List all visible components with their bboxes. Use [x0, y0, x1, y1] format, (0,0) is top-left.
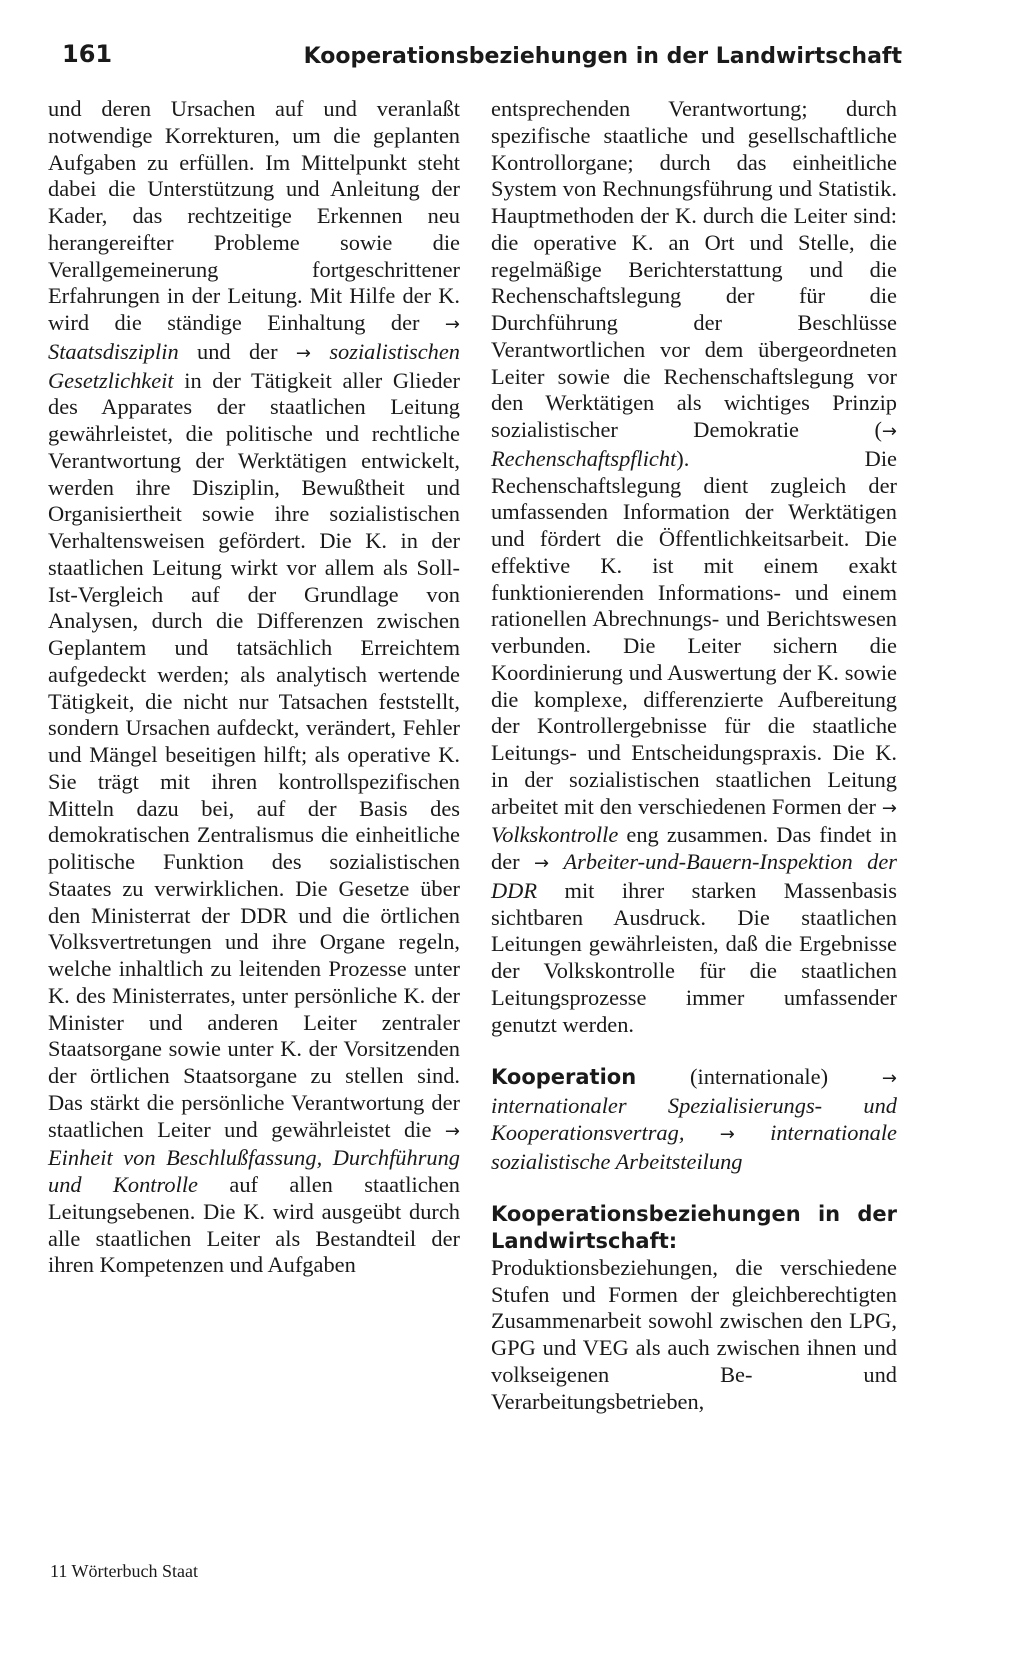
paragraph-kontrolle-continued — [48, 96, 460, 1279]
cross-reference-link[interactable]: Einheit von Beschlußfassung, Durchführung und Kontrolle — [48, 1145, 460, 1197]
running-title: Kooperationsbeziehungen in der Landwirtschaft — [303, 44, 902, 69]
cross-reference-link[interactable]: sozialistischen Gesetzlichkeit — [48, 338, 460, 393]
cross-reference-arrow-icon: → — [881, 1068, 897, 1090]
cross-reference-arrow-icon: → — [533, 853, 550, 874]
cross-reference-link[interactable]: internationale sozialistische Arbeitsteilung — [491, 1119, 897, 1174]
body-text: und der — [197, 338, 278, 364]
cross-reference-arrow-icon: → — [444, 1120, 460, 1142]
entry-definition: Produktionsbeziehungen, die verschiedene Stufen und Formen der gleichberechtigten Zusammenarbeit sowohl zwischen den LPG, GPG und VEG als auch zwischen ihnen und volkseigenen Be- und Verarbeitungsbetrieben, — [491, 1254, 897, 1414]
entry-term: Kooperationsbeziehungen in der Landwirtschaft: — [491, 1202, 897, 1253]
cross-reference-arrow-icon: → — [881, 421, 897, 442]
cross-reference-arrow-icon: → — [881, 797, 897, 819]
cross-reference-link[interactable]: Arbeiter-und-Bauern-Inspektion der DDR — [491, 849, 897, 903]
entry-kooperation — [491, 1064, 897, 1175]
cross-reference-link[interactable]: internationaler Spezialisierungs- und Kooperationsvertrag, — [491, 1093, 897, 1145]
page-number: 161 — [62, 40, 113, 68]
cross-reference-link[interactable]: Rechenschaftspflicht — [491, 445, 677, 471]
entry-qualifier: (internationale) — [690, 1064, 829, 1090]
left-column — [48, 96, 460, 1279]
footer-signature: 11 Wörterbuch Staat — [50, 1561, 198, 1581]
cross-reference-arrow-icon: → — [295, 342, 311, 364]
cross-reference-arrow-icon: → — [444, 314, 461, 335]
cross-reference-arrow-icon: → — [719, 1123, 735, 1145]
body-text: mit ihrer starken Massenbasis sichtbaren Ausdruck. Die staatlichen Leitungen gewährleisten, daß die Ergebnisse der Volkskontrolle für die staatlichen Leitungsprozesse immer umfassender genutzt werden. — [491, 877, 897, 1037]
cross-reference-link[interactable]: Staatsdisziplin — [48, 338, 179, 364]
body-text: und deren Ursachen auf und veranlaßt notwendige Korrekturen, um die geplanten Aufgaben zu erfüllen. Im Mittelpunkt steht dabei die Unterstützung und Anleitung der Kader, das rechtzeitige Erkennen neu herangereifter Probleme sowie die Verallgemeinerung fortgeschrittener Erfahrungen in der Leitung. Mit Hilfe der K. wird die ständige Einhaltung der — [48, 96, 460, 335]
paragraph-kontrolle-end — [491, 96, 897, 1038]
body-text: ). Die Rechenschaftslegung dient zugleich der umfassenden Information der Werktätigen und fördert die Öffentlichkeitsarbeit. Die effektive K. ist mit einem exakt funktionierenden Informations- und einem rationellen Abrechnungs- und Berichtswesen verbunden. Die Leiter sichern die Koordinierung und Auswertung der K. sowie die komplexe, differenzierte Aufbereitung der Kontrollergebnisse für die staatliche Leitungs- und Entscheidungspraxis. Die K. in der sozialistischen staatlichen Leitung arbeitet mit den verschiedenen Formen der — [491, 445, 897, 819]
body-text: in der Tätigkeit aller Glieder des Apparates der staatlichen Leitung gewährleistet, die politische und rechtliche Verantwortung der Werktätigen entwickelt, werden ihre Disziplin, Bewußtheit und Organisiertheit sowie ihre sozialistischen Verhaltensweisen gefördert. Die K. in der staatlichen Leitung wirkt vor allem als Soll-Ist-Vergleich auf der Grundlage von Analysen, durch die Differenzen zwischen Geplantem und tatsächlich Erreichtem aufgedeckt werden; als analytisch wertende Tätigkeit, die nicht nur Tatsachen feststellt, sondern Ursachen aufdeckt, verändert, Fehler und Mängel beseitigen hilft; als operative K. Sie trägt mit ihren kontrollspezifischen Mitteln dazu bei, auf der Basis des demokratischen Zentralismus die einheitliche politische Funktion des sozialistischen Staates zu verwirklichen. Die Gesetze über den Ministerrat der DDR und die örtlichen Volksvertretungen und ihre Organe regeln, welche inhaltlich zu leitenden Prozesse unter K. des Ministerrates, unter persönliche K. der Minister und anderen Leiter zentraler Staatsorgane sowie unter K. der Vorsitzenden der örtlichen Staatsorgane zu stellen sind. Das stärkt die persönliche Verantwortung der staatlichen Leiter und gewährleistet die — [48, 367, 461, 1142]
cross-reference-link[interactable]: Volkskontrolle — [491, 822, 619, 848]
entry-kooperationsbeziehungen — [491, 1201, 897, 1415]
entry-term: Kooperation — [491, 1065, 637, 1090]
body-text: eng zusammen. Das findet in der — [491, 822, 897, 874]
right-column — [491, 96, 897, 1415]
body-text: auf allen staatlichen Leitungsebenen. Die K. wird ausgeübt durch alle staatlichen Leiter als Bestandteil der ihren Kompetenzen und Aufgaben — [48, 1172, 460, 1278]
body-text: entsprechenden Verantwortung; durch spezifische staatliche und gesellschaftliche Kontrollorgane; durch das einheitliche System von Rechnungsführung und Statistik. Hauptmethoden der K. durch die Leiter sind: die operative K. an Ort und Stelle, die regelmäßige Berichterstattung und die Rechenschaftslegung der für die Durchführung der Beschlüsse Verantwortlichen vor dem übergeordneten Leiter sowie die Rechenschaftslegung vor den Werktätigen als wichtiges Prinzip sozialistischer Demokratie ( — [491, 96, 897, 442]
